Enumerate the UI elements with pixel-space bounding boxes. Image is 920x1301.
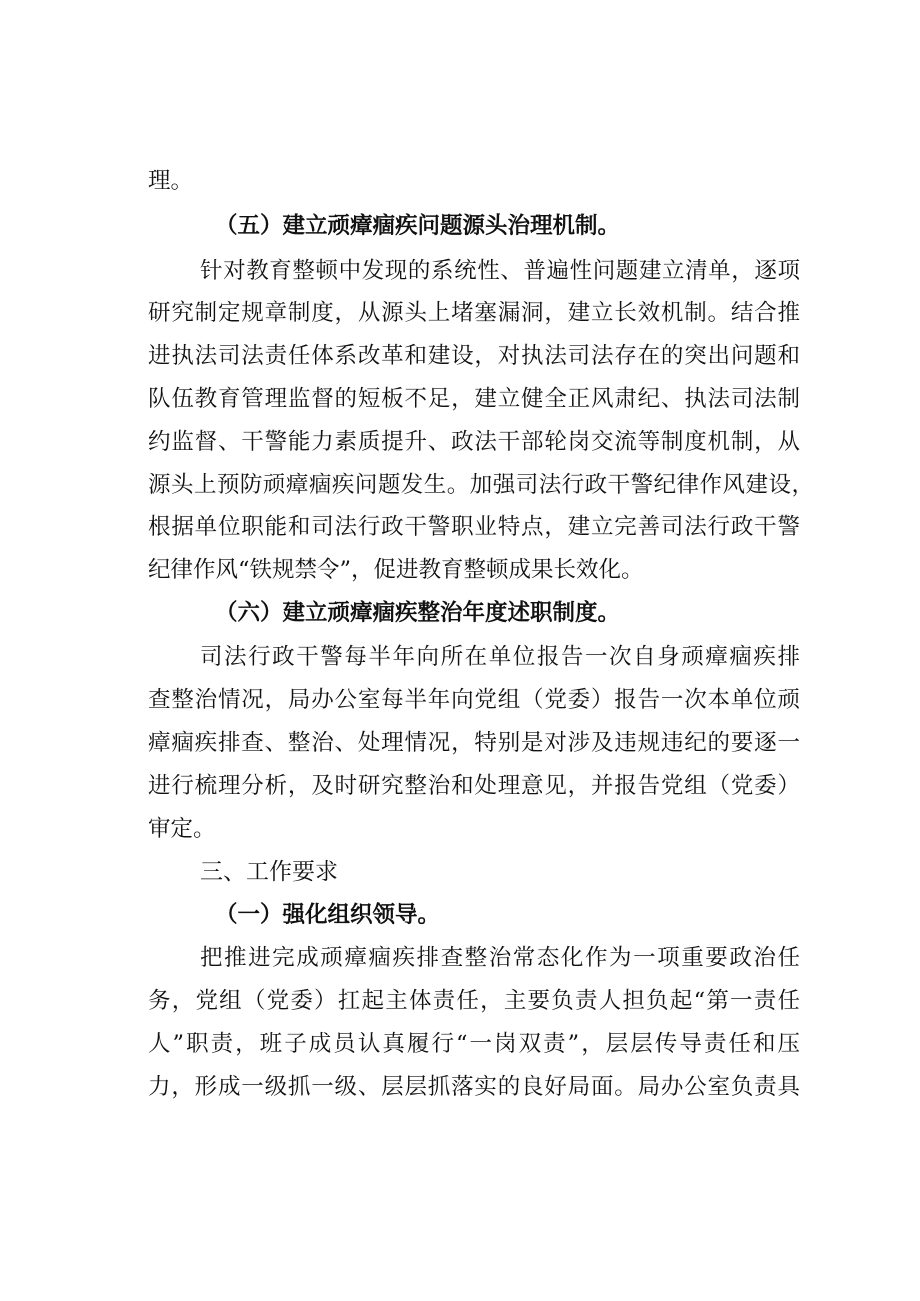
body-line: 针对教育整顿中发现的系统性、普遍性问题建立清单，逐项 (200, 258, 800, 284)
body-line: 进执法司法责任体系改革和建设，对执法司法存在的突出问题和 (148, 343, 800, 369)
body-line: 司法行政干警每半年向所在单位报告一次自身顽瘴痼疾排 (200, 644, 800, 670)
body-line: 力，形成一级抓一级、层层抓落实的良好局面。局办公室负责具 (148, 1074, 800, 1100)
body-line: 人”职责，班子成员认真履行“一岗双责”，层层传导责任和压 (148, 1031, 800, 1057)
body-line: 纪律作风“铁规禁令”，促进教育整顿成果长效化。 (148, 557, 644, 583)
body-line: 审定。 (148, 816, 216, 842)
body-line: 务，党组（党委）扛起主体责任，主要负责人担负起“第一责任 (148, 988, 800, 1014)
body-line: 源头上预防顽瘴痼疾问题发生。加强司法行政干警纪律作风建设， (148, 472, 814, 498)
body-line: 队伍教育管理监督的短板不足，建立健全正风肃纪、执法司法制 (148, 386, 800, 412)
section-heading-1: （一）强化组织领导。 (215, 902, 441, 928)
body-line: 根据单位职能和司法行政干警职业特点，建立完善司法行政干警 (148, 514, 800, 540)
section-heading-5: （五）建立顽瘴痼疾问题源头治理机制。 (215, 213, 621, 239)
paragraph-tail-line: 理。 (148, 168, 194, 194)
body-line: 约监督、干警能力素质提升、政法干部轮岗交流等制度机制，从 (148, 429, 800, 455)
chapter-heading-3: 三、工作要求 (200, 859, 338, 885)
body-line: 研究制定规章制度，从源头上堵塞漏洞，建立长效机制。结合推 (148, 300, 800, 326)
section-heading-6: （六）建立顽瘴痼疾整治年度述职制度。 (215, 600, 621, 626)
body-line: 进行梳理分析，及时研究整治和处理意见，并报告党组（党委） (148, 773, 800, 799)
body-line: 瘴痼疾排查、整治、处理情况，特别是对涉及违规违纪的要逐一 (148, 730, 800, 756)
body-line: 把推进完成顽瘴痼疾排查整治常态化作为一项重要政治任 (200, 945, 800, 971)
body-line: 查整治情况，局办公室每半年向党组（党委）报告一次本单位顽 (148, 687, 800, 713)
